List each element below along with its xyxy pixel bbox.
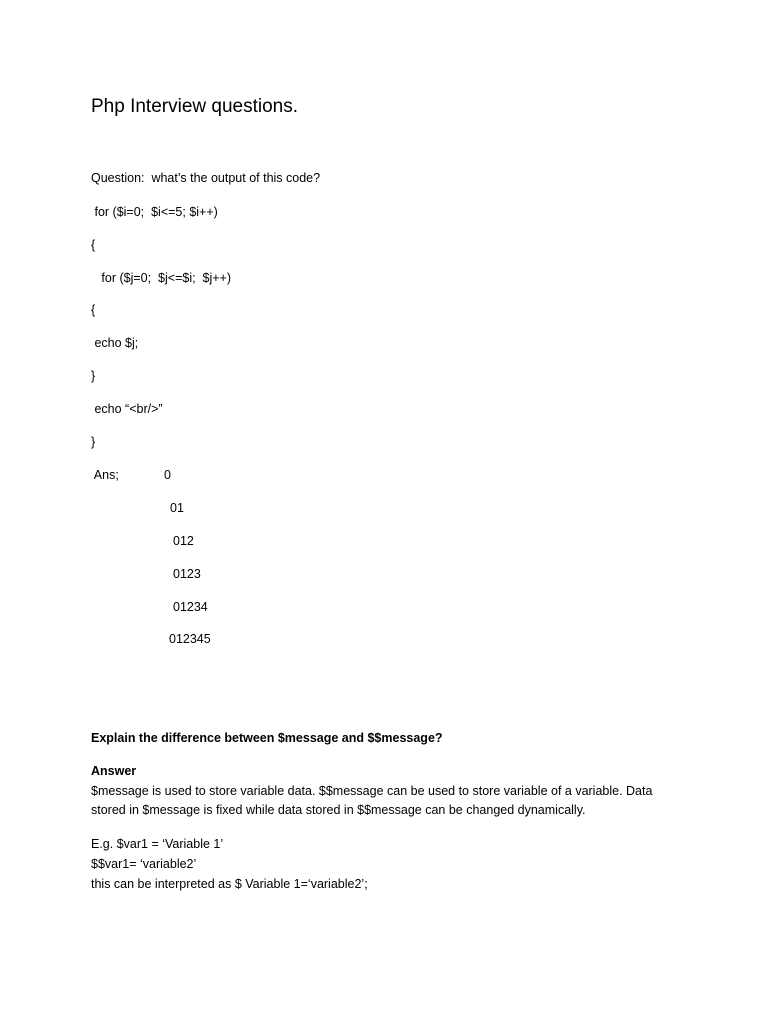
answer-line: 01 (170, 501, 184, 515)
example-line: E.g. $var1 = ‘Variable 1’ (91, 837, 224, 851)
answer-line: 012345 (169, 632, 211, 646)
answer-line: 0123 (173, 567, 201, 581)
question-2-heading: Explain the difference between $message and $$message? (91, 731, 443, 745)
code-line: for ($j=0; $j<=$i; $j++) (91, 271, 232, 285)
answer-line: 0 (164, 468, 171, 482)
page-title: Php Interview questions. (91, 96, 299, 117)
answer-paragraph-line: stored in $message is fixed while data stored in $$message can be changed dynamically. (91, 803, 586, 817)
answer-paragraph-line: $message is used to store variable data. $$message can be used to store variable of a variable. Data (91, 784, 653, 798)
code-line: } (91, 435, 96, 449)
answer-line: 012 (173, 534, 194, 548)
code-line: { (91, 303, 96, 317)
answer-line: 01234 (173, 600, 208, 614)
code-line: echo “<br/>” (91, 402, 163, 416)
example-line: $$var1= ‘variable2’ (91, 857, 197, 871)
code-line: { (91, 238, 96, 252)
code-line: echo $j; (91, 336, 139, 350)
answer-heading: Answer (91, 764, 137, 778)
code-line: for ($i=0; $i<=5; $i++) (91, 205, 218, 219)
example-line: this can be interpreted as $ Variable 1=‘variable2’; (91, 877, 368, 891)
code-line: } (91, 369, 96, 383)
answer-label: Ans; (91, 468, 119, 482)
question-1-label: Question: what’s the output of this code? (91, 171, 321, 185)
